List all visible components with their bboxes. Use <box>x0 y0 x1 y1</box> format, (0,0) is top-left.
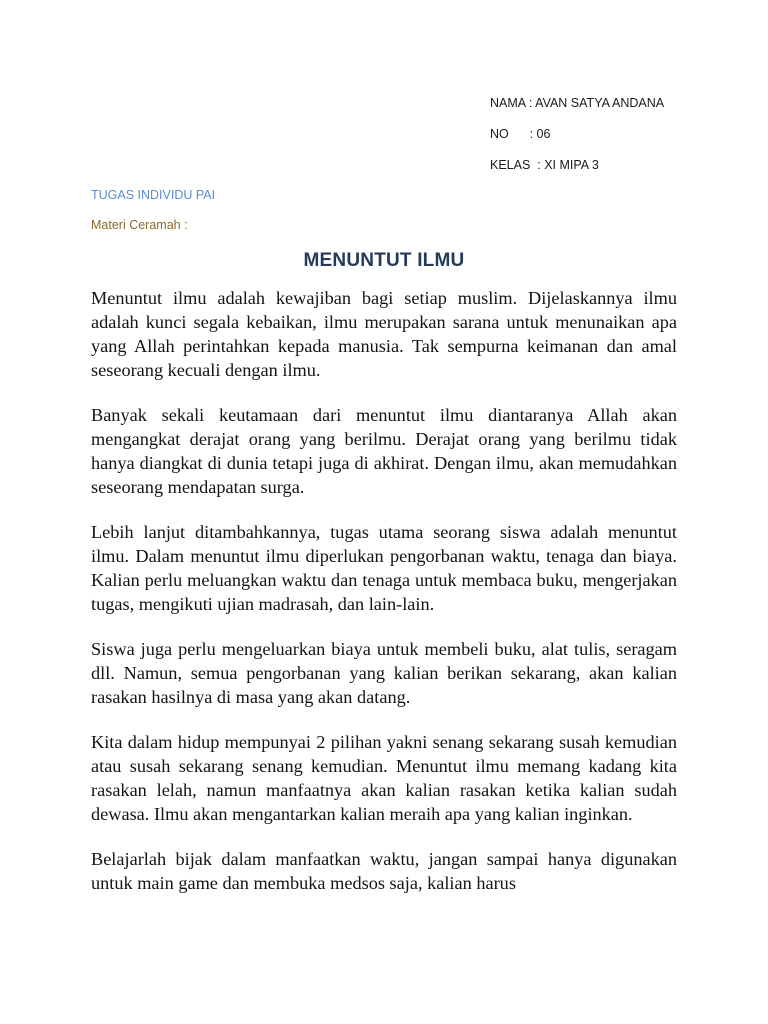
document-title: MENUNTUT ILMU <box>303 250 465 271</box>
assignment-label: TUGAS INDIVIDU PAI <box>91 188 216 202</box>
paragraph: Lebih lanjut ditambahkannya, tugas utama seorang siswa adalah menuntut ilmu. Dalam menuntut ilmu diperlukan pengorbanan waktu, tenaga dan biaya. Kalian perlu meluangkan waktu dan tenaga untuk membaca buku, mengerjakan tugas, mengikuti ujian madrasah, dan lain-lain. <box>91 522 677 614</box>
paragraph: Belajarlah bijak dalam manfaatkan waktu, jangan sampai hanya digunakan untuk main game dan membuka medsos saja, kalian harus <box>91 849 677 893</box>
document-body <box>91 286 677 916</box>
student-name: NAMA : AVAN SATYA ANDANA <box>490 96 665 110</box>
student-info <box>490 94 664 187</box>
paragraph: Siswa juga perlu mengeluarkan biaya untuk membeli buku, alat tulis, seragam dll. Namun, semua pengorbanan yang kalian berikan sekarang, akan kalian rasakan hasilnya di masa yang akan datang. <box>91 639 677 707</box>
paragraph: Kita dalam hidup mempunyai 2 pilihan yakni senang sekarang susah kemudian atau susah sekarang senang kemudian. Menuntut ilmu memang kadang kita rasakan lelah, namun manfaatnya akan kalian rasakan ketika kalian sudah dewasa. Ilmu akan mengantarkan kalian meraih apa yang kalian inginkan. <box>91 732 677 824</box>
paragraph: Menuntut ilmu adalah kewajiban bagi setiap muslim. Dijelaskannya ilmu adalah kunci segala kebaikan, ilmu merupakan sarana untuk menunaikan apa yang Allah perintahkan kepada manusia. Tak sempurna keimanan dan amal seseorang kecuali dengan ilmu. <box>91 288 677 380</box>
paragraph: Banyak sekali keutamaan dari menuntut ilmu diantaranya Allah akan mengangkat derajat orang yang berilmu. Derajat orang yang berilmu tidak hanya diangkat di dunia tetapi juga di akhirat. Dengan ilmu, akan memudahkan seseorang mendapatan surga. <box>91 405 677 497</box>
student-class: KELAS : XI MIPA 3 <box>490 158 599 172</box>
student-number: NO : 06 <box>490 127 551 141</box>
material-label: Materi Ceramah : <box>91 218 188 232</box>
